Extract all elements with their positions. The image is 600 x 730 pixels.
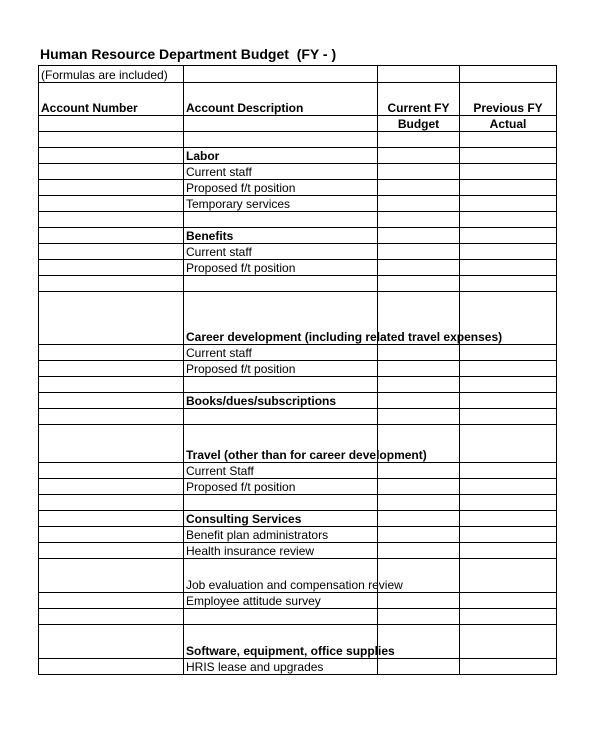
table-row	[39, 463, 557, 479]
row-label[interactable]: Employee attitude survey	[184, 593, 378, 609]
table-row	[39, 228, 557, 244]
header-current-fy[interactable]: Current FY	[378, 83, 460, 116]
row-label[interactable]: Career development (including related travel expenses)	[184, 292, 378, 345]
table-row	[39, 180, 557, 196]
table-row	[39, 543, 557, 559]
row-label[interactable]: Books/dues/subscriptions	[184, 393, 378, 409]
row-label[interactable]: Proposed f/t position	[184, 479, 378, 495]
row-label[interactable]: Current staff	[184, 244, 378, 260]
row-label[interactable]: Benefit plan administrators	[184, 527, 378, 543]
row-label[interactable]: Temporary services	[184, 196, 378, 212]
row-label[interactable]: Labor	[184, 148, 378, 164]
header-row	[39, 83, 557, 116]
row-label[interactable]: Current Staff	[184, 463, 378, 479]
table-row	[39, 196, 557, 212]
row-label[interactable]: Travel (other than for career development)	[184, 425, 378, 463]
table-row	[39, 212, 557, 228]
table-row	[39, 609, 557, 625]
table-row	[39, 527, 557, 543]
table-row	[39, 148, 557, 164]
row-label[interactable]: HRIS lease and upgrades	[184, 659, 378, 675]
table-row	[39, 425, 557, 463]
note-row	[39, 66, 557, 83]
table-row	[39, 244, 557, 260]
table-row	[39, 593, 557, 609]
header-account-description[interactable]: Account Description	[184, 83, 378, 116]
table-row	[39, 559, 557, 593]
row-label[interactable]: Job evaluation and compensation review	[184, 559, 378, 593]
table-row	[39, 495, 557, 511]
row-label[interactable]: Benefits	[184, 228, 378, 244]
row-label[interactable]: Proposed f/t position	[184, 180, 378, 196]
table-row	[39, 409, 557, 425]
row-label[interactable]: Software, equipment, office supplies	[184, 625, 378, 659]
row-label[interactable]: Proposed f/t position	[184, 361, 378, 377]
table-row	[39, 361, 557, 377]
table-row	[39, 260, 557, 276]
table-row	[39, 511, 557, 527]
table-row	[39, 292, 557, 345]
budget-table	[38, 65, 557, 675]
header-account-number[interactable]: Account Number	[39, 83, 184, 116]
row-label[interactable]: Health insurance review	[184, 543, 378, 559]
row-label[interactable]: Current staff	[184, 345, 378, 361]
table-row	[39, 276, 557, 292]
note-cell[interactable]: (Formulas are included)	[39, 66, 184, 83]
table-row	[39, 625, 557, 659]
row-label[interactable]: Proposed f/t position	[184, 260, 378, 276]
header-row-2	[39, 116, 557, 132]
table-row	[39, 164, 557, 180]
header-previous-fy[interactable]: Previous FY	[460, 83, 557, 116]
header-budget[interactable]: Budget	[378, 116, 460, 132]
table-row	[39, 479, 557, 495]
table-row	[39, 345, 557, 361]
table-row	[39, 132, 557, 148]
table-row	[39, 659, 557, 675]
row-label[interactable]: Consulting Services	[184, 511, 378, 527]
table-row	[39, 393, 557, 409]
header-actual[interactable]: Actual	[460, 116, 557, 132]
page-title: Human Resource Department Budget (FY - )	[40, 46, 337, 62]
table-row	[39, 377, 557, 393]
row-label[interactable]: Current staff	[184, 164, 378, 180]
